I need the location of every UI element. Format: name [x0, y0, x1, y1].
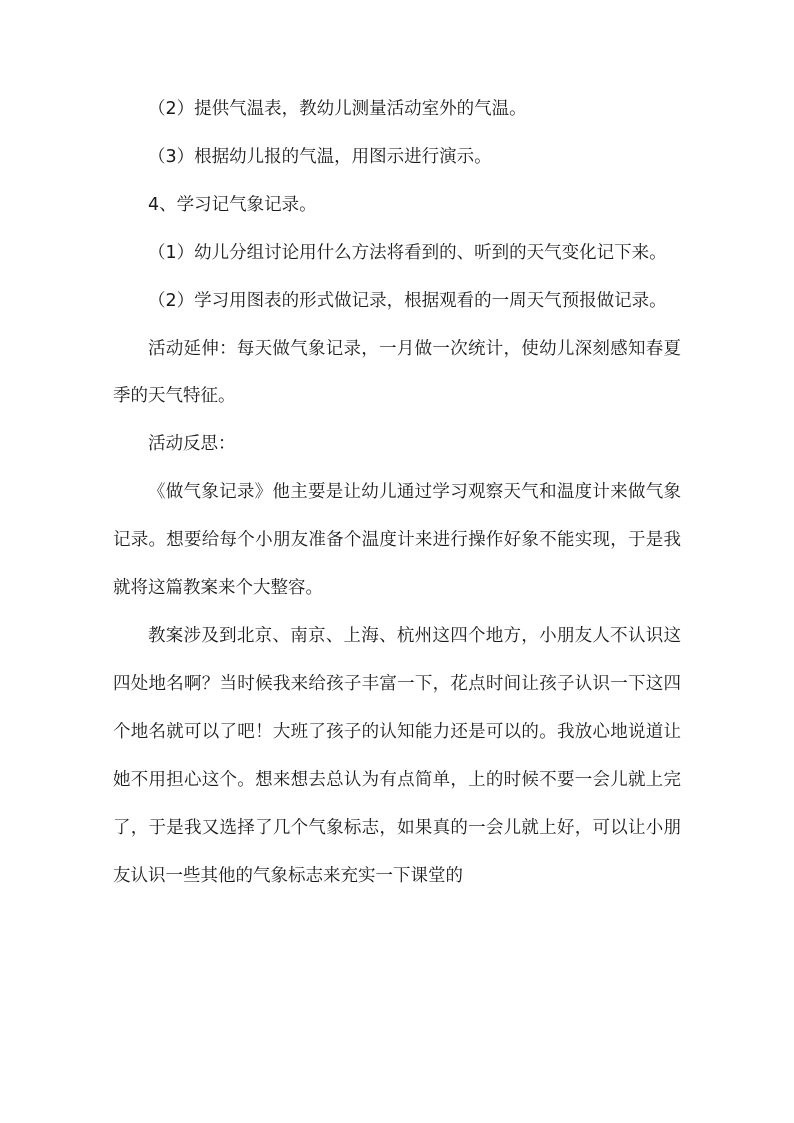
paragraph-group-discussion: （1）幼儿分组讨论用什么方法将看到的、听到的天气变化记下来。 [148, 242, 667, 263]
paragraph-activity-extension: 活动延伸：每天做气象记录，一月做一次统计，使幼儿深刻感知春夏季的天气特征。 [113, 338, 681, 407]
paragraph-learn-weather-record: 4、学习记气象记录。 [148, 194, 317, 215]
paragraph-reflection-heading: 活动反思： [148, 434, 236, 455]
paragraph-reflection-details: 教案涉及到北京、南京、上海、杭州这四个地方，小朋友人不认识这四处地名啊？当时候我来给孩子丰富一下，花点时间让孩子认识一下这四个地名就可以了吧！大班了孩子的认知能力还是可以的。我放心地说道让她不用担心这个。想来想去总认为有点简单，上的时候不要一会儿就上完了，于是我又选择了几个气象标志，如果真的一会儿就上好，可以让小朋友认识一些其他的气象标志来充实一下课堂的 [113, 625, 681, 886]
document-body [113, 86, 681, 900]
paragraph-demonstrate-temperature: （3）根据幼儿报的气温，用图示进行演示。 [148, 146, 492, 167]
paragraph-provide-thermometer: （2）提供气温表，教幼儿测量活动室外的气温。 [148, 99, 527, 119]
paragraph-chart-recording: （2）学习用图表的形式做记录，根据观看的一周天气预报做记录。 [148, 290, 667, 311]
paragraph-reflection-intro: 《做气象记录》他主要是让幼儿通过学习观察天气和温度计来做气象记录。想要给每个小朋友准备个温度计来进行操作好象不能实现，于是我就将这篇教案来个大整容。 [113, 482, 681, 599]
